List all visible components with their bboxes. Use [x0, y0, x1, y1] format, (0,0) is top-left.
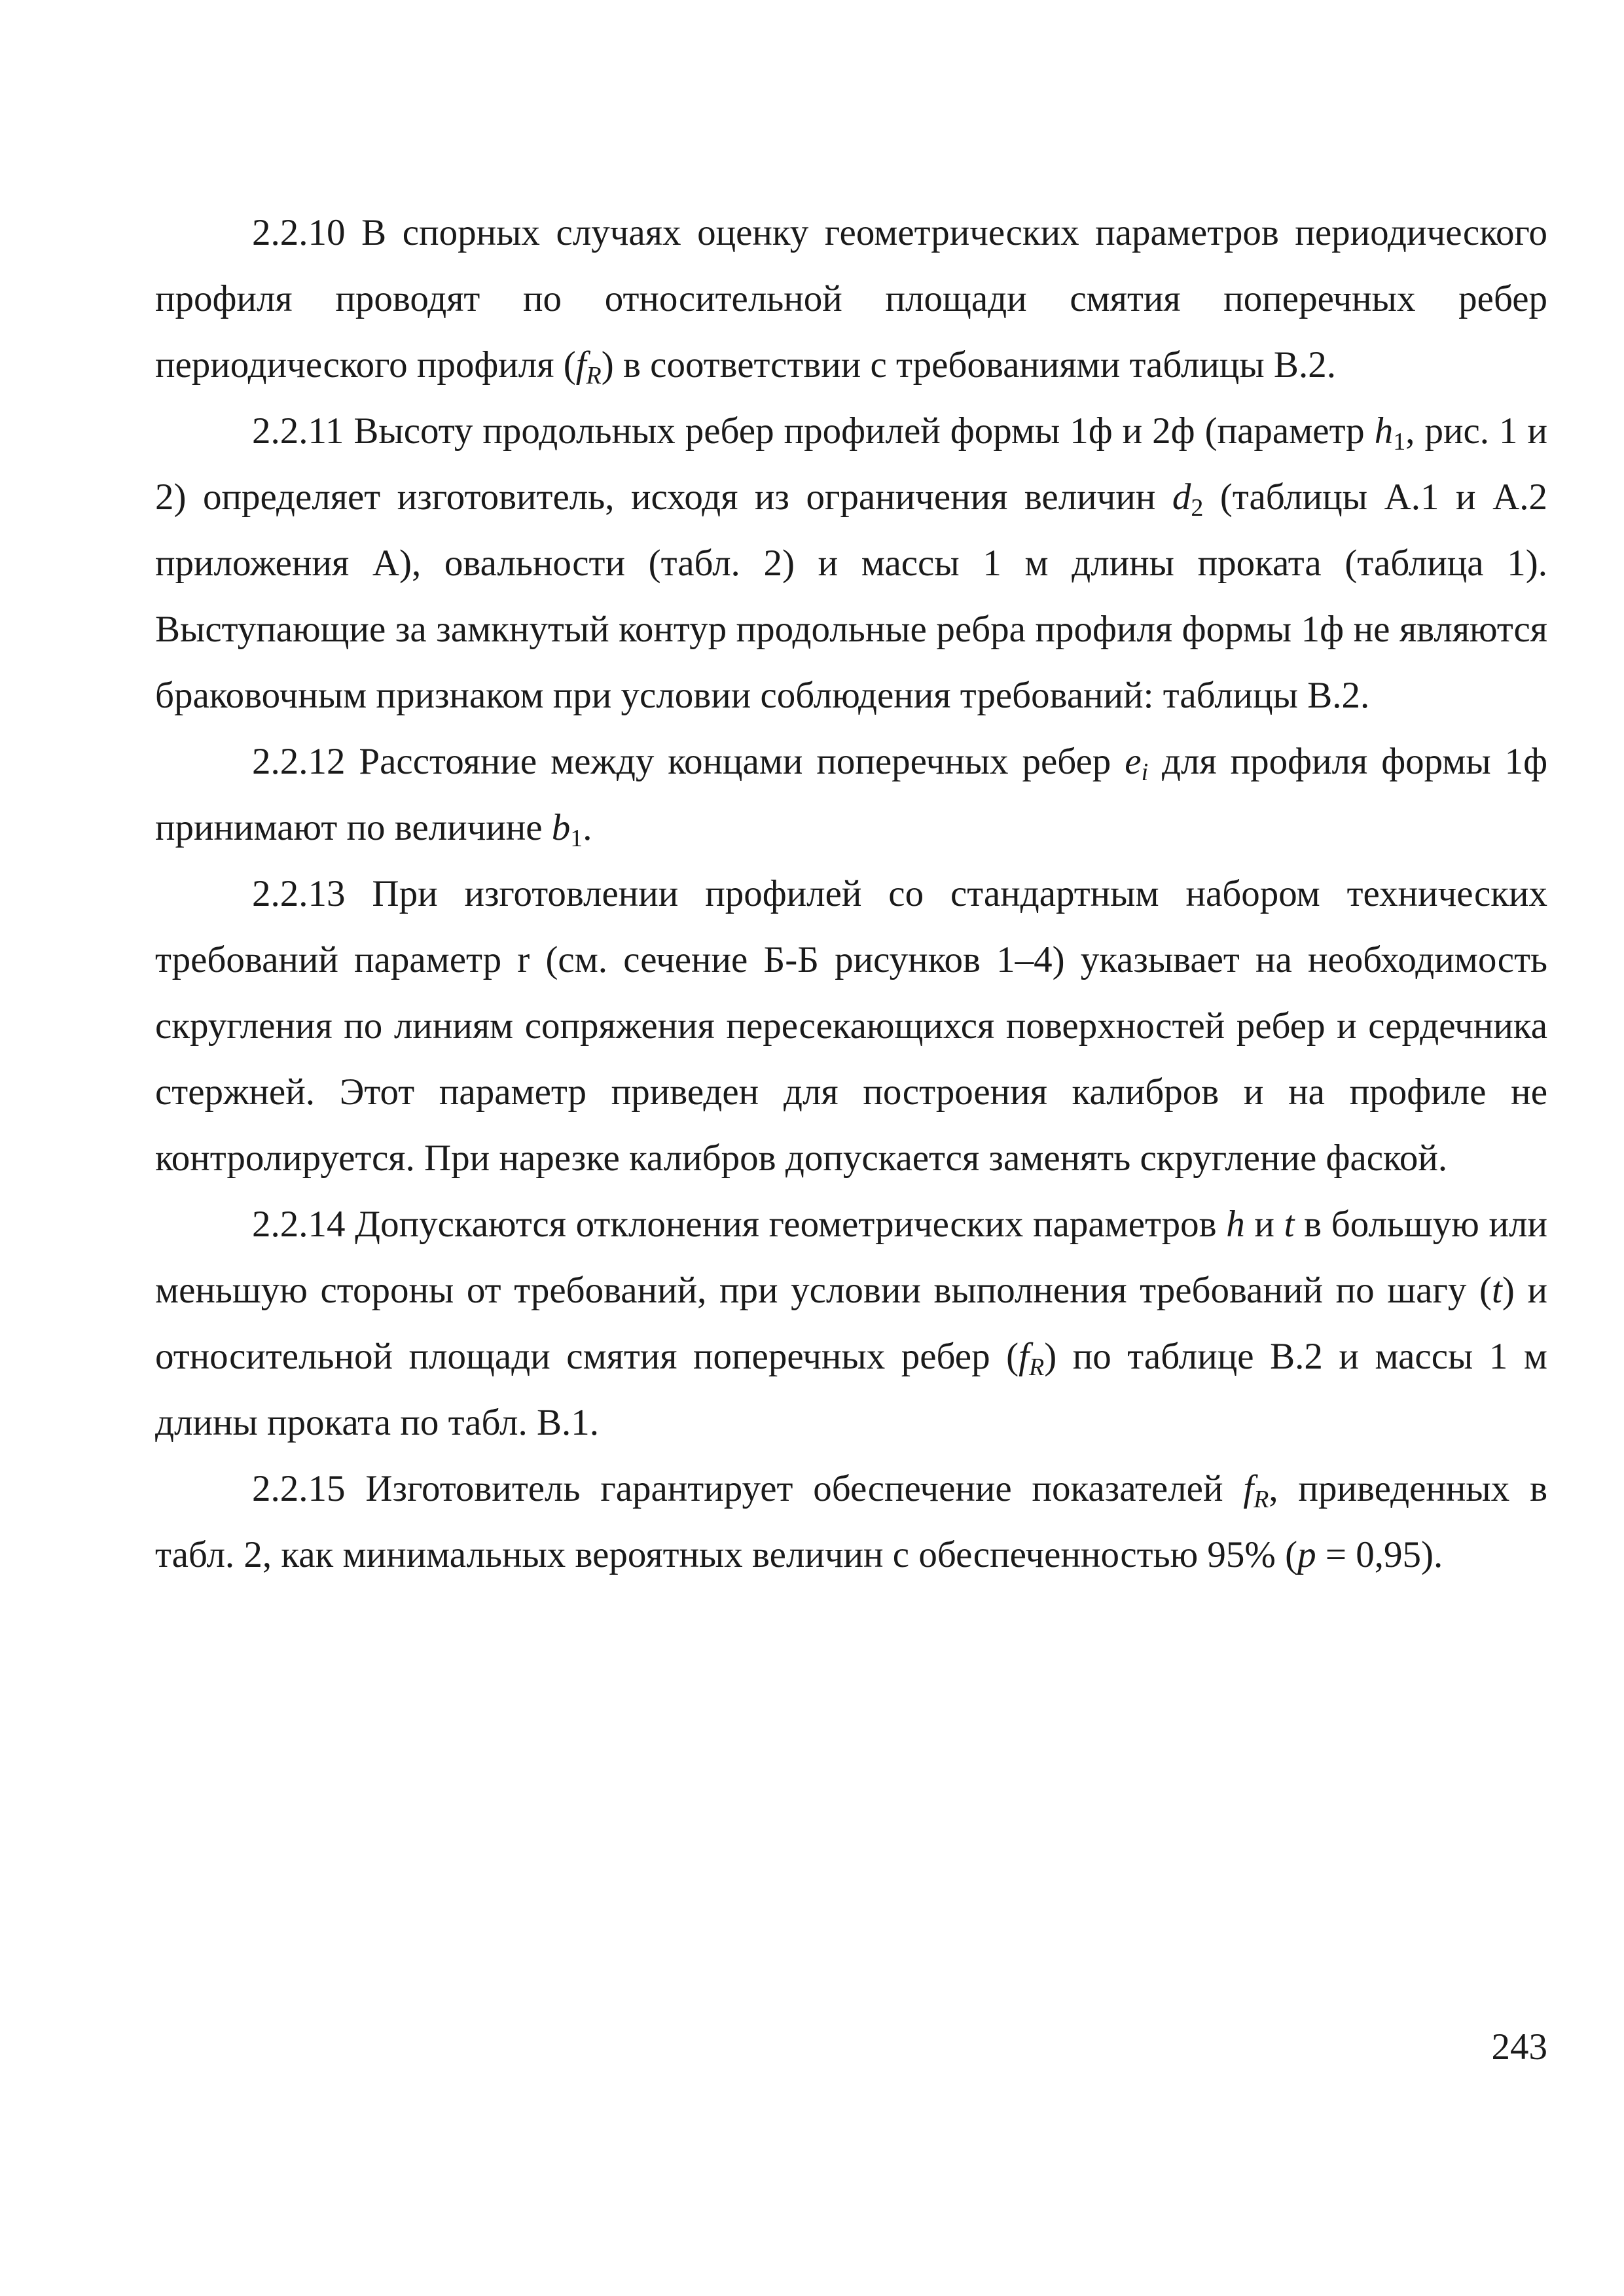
text-run: b [551, 807, 571, 848]
text-run: в большую или меньшую стороны от требований, при условии выполнения требований по шагу ( [155, 1204, 1547, 1311]
text-run: 2.2.13 При изготовлении профилей со стандартным набором технических требований параметр r (см. сечение Б-Б рисунков 1–4) указывает на необходимость скругления по линиям сопряжения пересекающихся поверхностей ребер и сердечника стержней. Этот параметр приведен для построения калибров и на профиле не контролируется. При нарезке калибров допускается заменять скругление фаской. [155, 873, 1547, 1179]
text-run: h [1226, 1204, 1245, 1245]
text-run: 2.2.15 Изготовитель гарантирует обеспечение показателей [252, 1468, 1244, 1509]
text-run: и [1244, 1204, 1284, 1245]
text-run: R [1028, 1354, 1045, 1381]
text-run: для профиля формы 1ф принимают по величине [155, 741, 1547, 848]
text-run: ) и относительной площади смятия поперечных ребер ( [155, 1270, 1547, 1377]
text-run: R [1254, 1486, 1269, 1513]
page-body [155, 200, 1547, 1588]
text-run: 1 [1393, 428, 1406, 456]
text-run: f [1243, 1468, 1254, 1509]
text-run: 2.2.10 В спорных случаях оценку геометрических параметров периодического профиля проводят по относительной площади смятия поперечных ребер периодического профиля ( [155, 212, 1547, 386]
text-run: d [1172, 476, 1191, 518]
text-run: 2.2.12 Расстояние между концами поперечных ребер [252, 741, 1125, 782]
text-run: f [1019, 1336, 1029, 1377]
text-run: e [1125, 741, 1142, 782]
text-run: t [1492, 1270, 1502, 1311]
paragraph-2-2-13 [155, 861, 1547, 1191]
text-run: i [1141, 759, 1149, 786]
text-run: 2.2.11 Высоту продольных ребер профилей формы 1ф и 2ф (параметр [252, 410, 1375, 452]
text-run: 2 [1191, 494, 1204, 522]
text-run: . [583, 807, 592, 848]
text-run: , рис. 1 и 2) определяет изготовитель, исходя из ограничения величин [155, 410, 1547, 518]
paragraph-2-2-12 [155, 728, 1547, 861]
text-run: 1 [570, 825, 583, 852]
text-run: R [586, 362, 602, 389]
text-run: (таблицы А.1 и А.2 приложения А), овальности (табл. 2) и массы 1 м длины проката (таблица 1). Выступающие за замкнутый контур продольные ребра профиля формы 1ф не являются браковочным признаком при условии соблюдения требований: таблицы В.2. [155, 476, 1547, 716]
paragraph-2-2-15 [155, 1456, 1547, 1588]
text-run: , приведенных в табл. 2, как минимальных вероятных величин с обеспеченностью 95% ( [155, 1468, 1547, 1575]
text-run: f [575, 344, 586, 386]
text-run: t [1284, 1204, 1295, 1245]
paragraph-2-2-11 [155, 398, 1547, 728]
text-run: = 0,95). [1316, 1534, 1443, 1575]
text-run: h [1374, 410, 1394, 452]
text-run: ) в соответствии с требованиями таблицы В.2. [601, 344, 1336, 386]
paragraph-2-2-14 [155, 1191, 1547, 1456]
page-number: 243 [1491, 2026, 1547, 2068]
text-run: p [1297, 1534, 1316, 1575]
text-run: 2.2.14 Допускаются отклонения геометрических параметров [252, 1204, 1227, 1245]
text-run: ) по таблице В.2 и массы 1 м длины проката по табл. В.1. [155, 1336, 1547, 1443]
paragraph-2-2-10 [155, 200, 1547, 398]
